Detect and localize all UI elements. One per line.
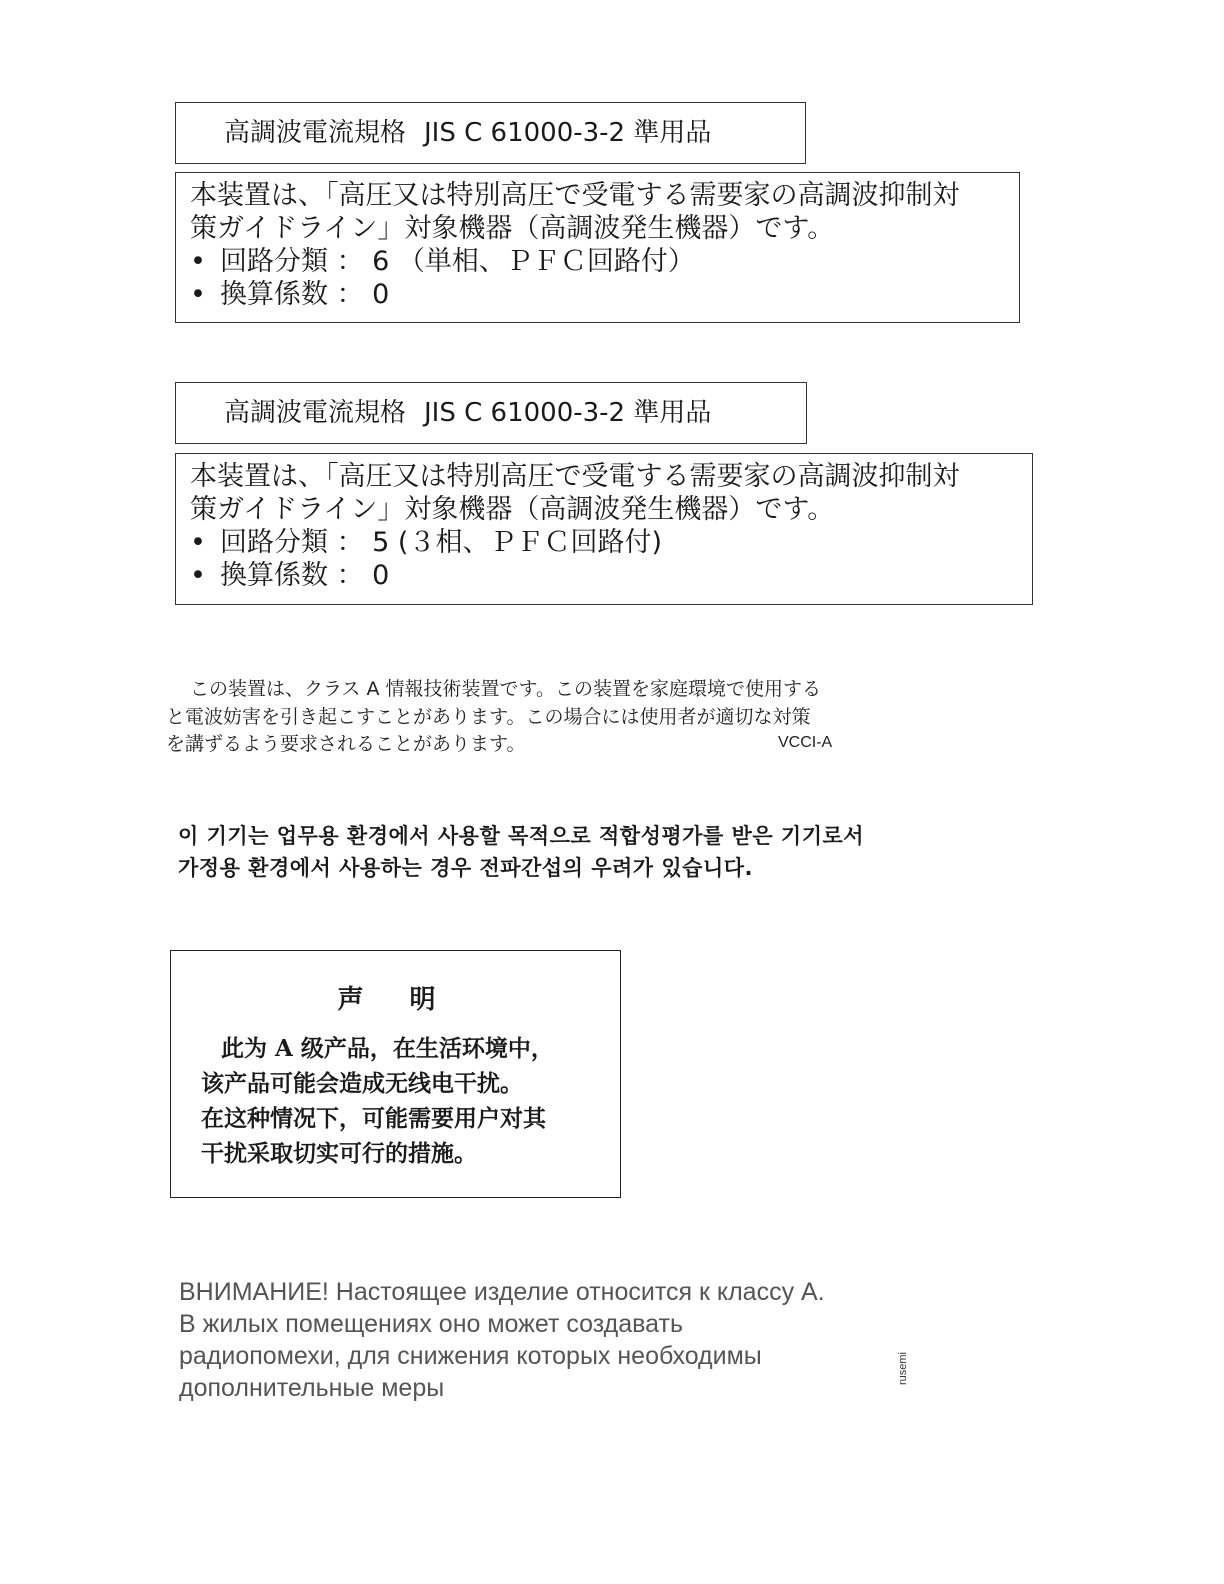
korean-line: 이 기기는 업무용 환경에서 사용할 목적으로 적합성평가를 받은 기기로서: [178, 824, 865, 848]
circuit-class-item: [190, 245, 1007, 278]
harmonics-notice-line: 策ガイドライン」対象機器（高調波発生機器）です。: [190, 494, 835, 525]
chinese-statement-title: 声明: [337, 985, 482, 1015]
harmonics-notice-line: 策ガイドライン」対象機器（高調波発生機器）です。: [190, 213, 835, 244]
russian-warning: [179, 1276, 825, 1404]
conversion-factor-item: [190, 278, 1007, 311]
harmonics-title-std: JIS C 61000-3-2 準用品: [424, 398, 712, 428]
harmonics-title-box-2: [175, 382, 807, 444]
chinese-statement-body: [201, 1031, 554, 1171]
conversion-factor-text: 換算係数 ： 0: [220, 279, 390, 310]
chinese-statement-box: [170, 950, 621, 1198]
korean-line: 가정용 환경에서 사용하는 경우 전파간섭의 우려가 있습니다.: [178, 856, 753, 880]
harmonics-notice-line: 本装置は、「高圧又は特別高圧で受電する需要家の高調波抑制対: [190, 461, 960, 492]
circuit-class-text: 回路分類 ： 6 （単相、ＰＦＣ回路付）: [220, 246, 695, 277]
circuit-class-item: [190, 526, 1020, 559]
russian-line: радиопомехи, для снижения которых необходимы: [179, 1342, 762, 1370]
conversion-factor-item: [190, 559, 1020, 592]
code-label: rusemi: [897, 1351, 909, 1385]
chinese-line: 干扰采取切实可行的措施。: [201, 1140, 477, 1167]
chinese-line: 在这种情况下，可能需要用户对其: [201, 1105, 546, 1132]
chinese-line: 该产品可能会造成无线电干扰。: [201, 1070, 523, 1097]
conversion-factor-text: 換算係数 ： 0: [220, 560, 390, 591]
russian-line: В жилых помещениях оно может создавать: [179, 1310, 683, 1338]
harmonics-title-jp: 高調波電流規格: [224, 118, 407, 148]
harmonics-notice-box-1: [175, 172, 1020, 323]
harmonics-notice-box-2: [175, 453, 1033, 605]
russian-line: дополнительные меры: [179, 1374, 445, 1402]
bullet-icon: •: [190, 246, 206, 277]
vcci-line: を講ずるよう要求されることがあります。: [166, 733, 526, 755]
bullet-icon: •: [190, 527, 206, 558]
chinese-line: 此为 A 级产品，在生活环境中，: [221, 1035, 554, 1062]
russian-line: ВНИМАНИЕ! Настоящее изделие относится к классу А.: [179, 1278, 825, 1306]
korean-notice: [178, 820, 864, 884]
vcci-line: と電波妨害を引き起こすことがあります。この場合には使用者が適切な対策: [166, 705, 811, 728]
circuit-class-text: 回路分類 ： 5 (３相、ＰＦＣ回路付): [220, 527, 662, 558]
bullet-icon: •: [190, 279, 206, 310]
harmonics-title-jp: 高調波電流規格: [224, 398, 407, 428]
vcci-line: この装置は、クラス A 情報技術装置です。この装置を家庭環境で使用する: [190, 678, 821, 700]
harmonics-notice-line: 本装置は、「高圧又は特別高圧で受電する需要家の高調波抑制対: [190, 180, 960, 211]
harmonics-title-std: JIS C 61000-3-2 準用品: [424, 118, 712, 148]
harmonics-title-box-1: [175, 102, 806, 164]
bullet-icon: •: [190, 560, 206, 591]
vcci-mark: VCCI-A: [778, 734, 833, 751]
